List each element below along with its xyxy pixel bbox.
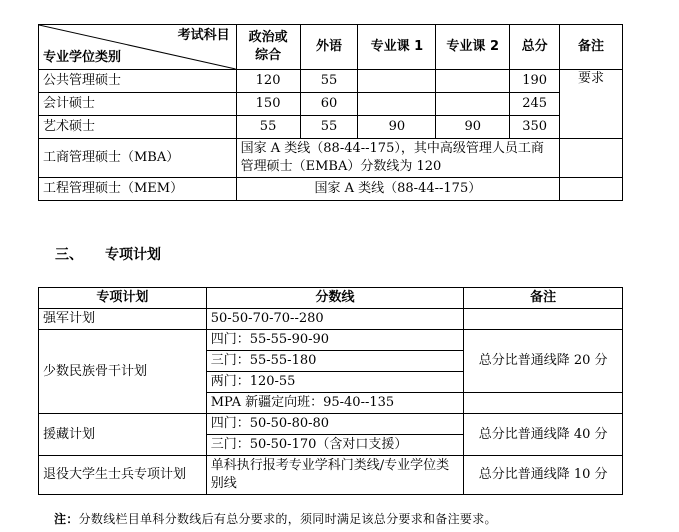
pro1-cell — [358, 70, 436, 93]
politics-cell: 150 — [236, 93, 300, 116]
score-cell: MPA 新疆定向班：95-40--135 — [206, 393, 464, 414]
category-cell: 工商管理硕士（MBA） — [39, 139, 237, 178]
plan-cell: 援藏计划 — [39, 414, 207, 456]
footnote-text: 分数线栏目单科分数线后有总分要求的，须同时满足该总分要求和备注要求。 — [78, 512, 497, 526]
pro1-cell: 90 — [358, 116, 436, 139]
remark-cell-empty — [464, 309, 623, 330]
table-row — [39, 116, 623, 139]
col-header-total: 总分 — [510, 25, 560, 70]
remark-cell-empty — [464, 393, 623, 414]
pro2-cell — [436, 93, 510, 116]
diagonal-header-cell — [39, 25, 237, 70]
col-header-remark: 备注 — [464, 288, 623, 309]
score-cell: 三门：50-50-170（含对口支援） — [206, 435, 464, 456]
col-header-remark: 备注 — [560, 25, 623, 70]
table-row — [39, 456, 623, 495]
special-plan-table — [38, 287, 623, 495]
score-table-professional-degrees — [38, 24, 623, 201]
foreign-cell: 55 — [300, 70, 358, 93]
col-header-plan: 专项计划 — [39, 288, 207, 309]
category-cell: 工程管理硕士（MEM） — [39, 178, 237, 201]
footnote — [54, 510, 497, 527]
total-cell: 350 — [510, 116, 560, 139]
header-subject-label: 考试科目 — [177, 28, 230, 43]
table-row — [39, 309, 623, 330]
score-cell: 四门：55-55-90-90 — [206, 330, 464, 351]
pro2-cell: 90 — [436, 116, 510, 139]
col-header-pro1: 专业课 1 — [358, 25, 436, 70]
plan-cell: 退役大学生士兵专项计划 — [39, 456, 207, 495]
footnote-label: 注： — [54, 512, 79, 526]
table-row — [39, 178, 623, 201]
foreign-cell: 55 — [300, 116, 358, 139]
table-row — [39, 93, 623, 116]
score-cell: 两门：120-55 — [206, 372, 464, 393]
table-row — [39, 414, 623, 435]
remark-cell-empty — [560, 178, 623, 201]
mba-score-text: 国家 A 类线（88-44--175），其中高级管理人员工商管理硕士（EMBA）分数线为 120 — [236, 139, 559, 178]
table-row — [39, 330, 623, 351]
total-cell: 245 — [510, 93, 560, 116]
section-heading — [55, 244, 161, 264]
score-cell: 50-50-70-70--280 — [206, 309, 464, 330]
plan-cell: 少数民族骨干计划 — [39, 330, 207, 414]
table-row — [39, 70, 623, 93]
category-cell: 艺术硕士 — [39, 116, 237, 139]
table-row — [39, 139, 623, 178]
section-number: 三、 — [55, 247, 83, 263]
remark-cell: 总分比普通线降 20 分 — [464, 330, 623, 393]
col-header-score: 分数线 — [206, 288, 464, 309]
header-category-label: 专业学位类别 — [43, 50, 122, 65]
col-header-pro2: 专业课 2 — [436, 25, 510, 70]
category-cell: 会计硕士 — [39, 93, 237, 116]
remark-cell: 总分比普通线降 10 分 — [464, 456, 623, 495]
col-header-politics — [236, 25, 300, 70]
col-header-foreign: 外语 — [300, 25, 358, 70]
remark-cell: 要求 — [560, 70, 623, 139]
pro2-cell — [436, 70, 510, 93]
total-cell: 190 — [510, 70, 560, 93]
mem-score-text: 国家 A 类线（88-44--175） — [236, 178, 559, 201]
col-header-politics-line2: 综合 — [255, 48, 282, 63]
section-title: 专项计划 — [105, 247, 161, 263]
plan-cell: 强军计划 — [39, 309, 207, 330]
pro1-cell — [358, 93, 436, 116]
score-cell: 单科执行报考专业学科门类线/专业学位类别线 — [206, 456, 464, 495]
score-cell: 四门：50-50-80-80 — [206, 414, 464, 435]
politics-cell: 120 — [236, 70, 300, 93]
politics-cell: 55 — [236, 116, 300, 139]
remark-cell: 总分比普通线降 40 分 — [464, 414, 623, 456]
category-cell: 公共管理硕士 — [39, 70, 237, 93]
col-header-politics-line1: 政治或 — [248, 30, 288, 45]
score-cell: 三门：55-55-180 — [206, 351, 464, 372]
foreign-cell: 60 — [300, 93, 358, 116]
remark-cell-empty — [560, 139, 623, 178]
